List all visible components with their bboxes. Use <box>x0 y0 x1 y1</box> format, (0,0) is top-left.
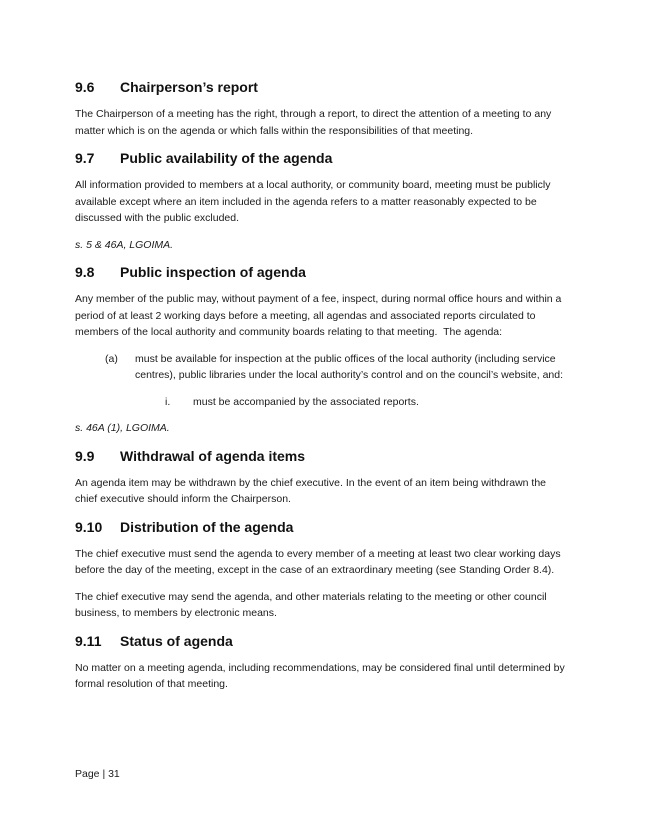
section-number: 9.11 <box>75 632 102 649</box>
section-title: Distribution of the agenda <box>120 518 294 535</box>
statute-citation: s. 46A (1), LGOIMA. <box>75 422 170 434</box>
section-number: 9.9 <box>75 447 95 464</box>
paragraph: Any member of the public may, without payment of a fee, inspect, during normal office hours and within a period of at least 2 working days before a meeting, all agendas and associated reports circulated to members of the local authority and community boards relating to that meeting. The agenda: <box>75 293 565 338</box>
section-heading-9-10 <box>75 518 570 536</box>
section-number: 9.8 <box>75 264 95 280</box>
section-title: Chairperson’s report <box>120 79 258 95</box>
section-title: Public availability of the agenda <box>120 150 333 166</box>
section-title: Public inspection of agenda <box>120 264 306 280</box>
paragraph: All information provided to members at a local authority, or community board, meeting must be publicly available except where an item included in the agenda refers to a matter reasonably expected to be discussed with the public excluded. <box>75 179 554 224</box>
list-item-label: i. <box>165 395 171 408</box>
list-item-text: must be accompanied by the associated reports. <box>193 395 419 408</box>
section-number: 9.10 <box>75 518 103 535</box>
paragraph: No matter on a meeting agenda, including recommendations, may be considered final until determined by formal resolution of that meeting. <box>75 661 568 690</box>
list-item-a <box>105 351 570 384</box>
section-heading-9-11 <box>75 632 570 650</box>
section-title: Status of agenda <box>120 632 233 649</box>
paragraph: An agenda item may be withdrawn by the chief executive. In the event of an item being withdrawn the chief executive should inform the Chairperson. <box>75 476 549 505</box>
list-item-label: (a) <box>105 352 118 365</box>
section-heading-9-7 <box>75 149 570 167</box>
paragraph: The chief executive may send the agenda, and other materials relating to the meeting or other council business, to members by electronic means. <box>75 590 550 619</box>
section-heading-9-9 <box>75 447 570 465</box>
list-item-i <box>165 394 570 411</box>
section-number: 9.6 <box>75 79 95 95</box>
statute-citation: s. 5 & 46A, LGOIMA. <box>75 238 174 251</box>
paragraph: The Chairperson of a meeting has the right, through a report, to direct the attention of a meeting to any matter which is on the agenda or which falls within the responsibilities of that meeting. <box>75 108 555 137</box>
section-number: 9.7 <box>75 150 95 166</box>
page-number-footer: Page | 31 <box>75 768 120 780</box>
list-item-text: must be available for inspection at the public offices of the local authority (including service centres), public libraries under the local authority’s control and on the council’s website, and: <box>135 352 564 381</box>
section-title: Withdrawal of agenda items <box>120 447 306 464</box>
section-heading-9-6 <box>75 78 570 96</box>
section-heading-9-8 <box>75 263 570 281</box>
paragraph: The chief executive must send the agenda to every member of a meeting at least two clear working days before the day of the meeting, except in the case of an extraordinary meeting (see Standing Order 8.4). <box>75 547 564 576</box>
